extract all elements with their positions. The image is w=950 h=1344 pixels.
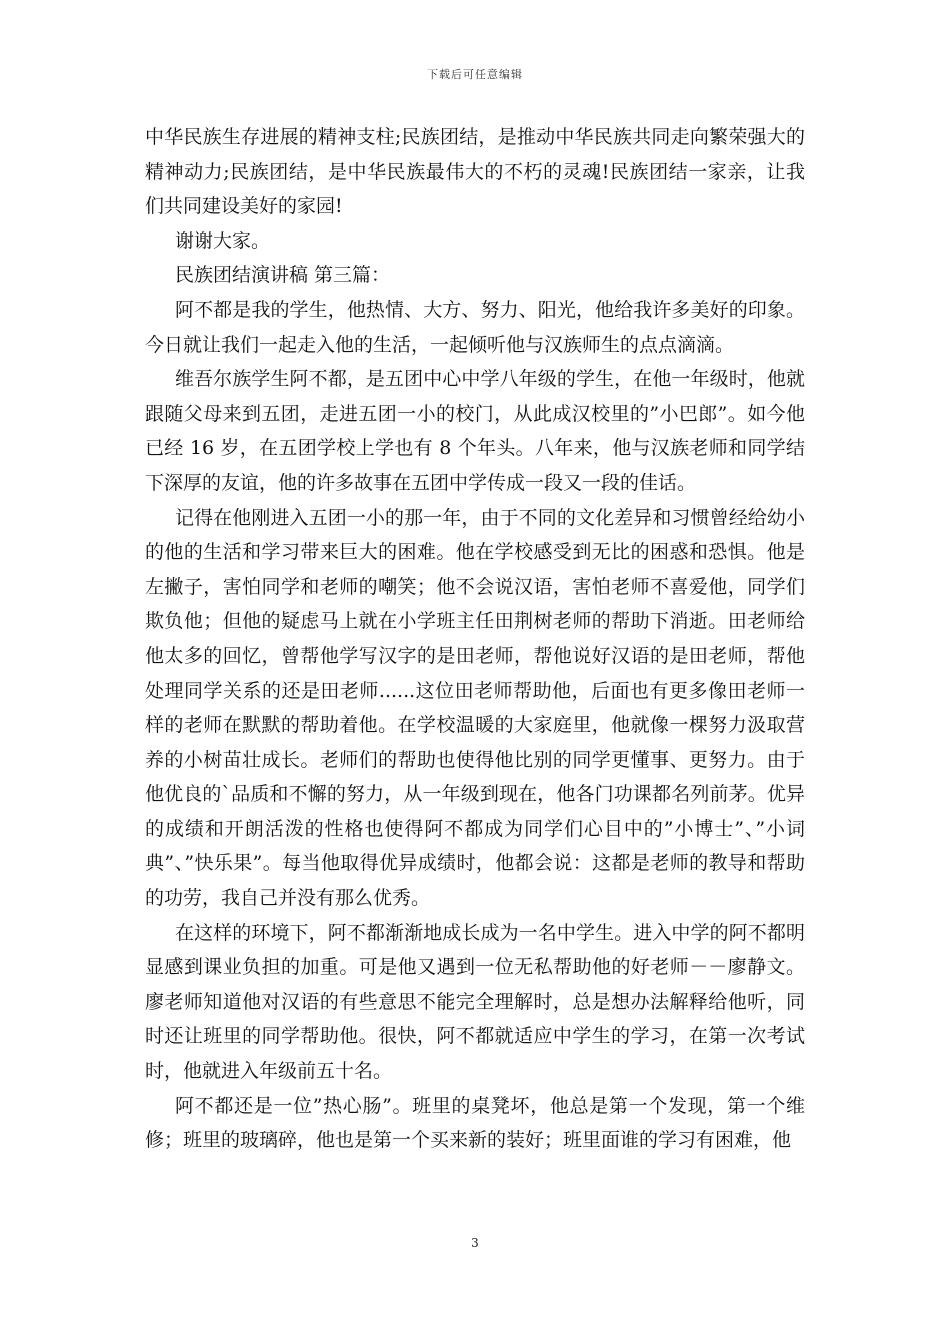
section-heading: 民族团结演讲稿 第三篇： — [175, 264, 391, 287]
paragraph: 阿不都还是一位”热心肠”。班里的桌凳坏，他总是第一个发现，第一个维修；班里的玻璃碎，他也是第一个买来新的装好；班里面谁的学习有困难，他 — [145, 1094, 805, 1152]
paragraph: 记得在他刚进入五团一小的那一年，由于不同的文化差异和习惯曾经给幼小的他的生活和学习带来巨大的困难。他在学校感受到无比的困惑和恐惧。他是左撇子，害怕同学和老师的嘲笑；他不会说汉语，害怕老师不喜爱他，同学们欺负他；但他的疑虑马上就在小学班主任田荆树老师的帮助下消逝。田老师给他太多的回忆，曾帮他学写汉字的是田老师，帮他说好汉语的是田老师，帮他处理同学关系的还是田老师......这位田老师帮助他，后面也有更多像田老师一样的老师在默默的帮助着他。在学校温暖的大家庭里，他就像一棵努力汲取营养的小树苗壮成长。老师们的帮助也使得他比别的同学更懂事、更努力。由于他优良的`品质和不懈的努力，从一年级到现在，他各门功课都名列前茅。优异的成绩和开朗活泼的性格也使得阿不都成为同学们心目中的”小博士”、”小词典”、”快乐果”。每当他取得优异成绩时，他都会说：这都是老师的教导和帮助的功劳，我自己并没有那么优秀。 — [145, 506, 805, 910]
page-number: 3 — [471, 1236, 479, 1250]
paragraph: 中华民族生存进展的精神支柱;民族团结，是推动中华民族共同走向繁荣强大的精神动力;民族团结，是中华民族最伟大的不朽的灵魂!民族团结一家亲，让我们共同建设美好的家园! — [145, 126, 805, 218]
page-header: 下载后可任意编辑 — [427, 68, 523, 81]
paragraph: 谢谢大家。 — [175, 229, 271, 252]
paragraph: 阿不都是我的学生，他热情、大方、努力、阳光，他给我许多美好的印象。今日就让我们一起走入他的生活，一起倾听他与汉族师生的点点滴滴。 — [145, 298, 805, 356]
paragraph: 在这样的环境下，阿不都渐渐地成长成为一名中学生。进入中学的阿不都明显感到课业负担的加重。可是他又遇到一位无私帮助他的好老师－－廖静文。廖老师知道他对汉语的有些意思不能完全理解时，总是想办法解释给他听，同时还让班里的同学帮助他。很快，阿不都就适应中学生的学习，在第一次考试时，他就进入年级前五十名。 — [145, 921, 805, 1083]
document-body — [145, 120, 805, 1158]
paragraph: 维吾尔族学生阿不都，是五团中心中学八年级的学生，在他一年级时，他就跟随父母来到五团，走进五团一小的校门，从此成汉校里的”小巴郎”。如今他已经 16 岁，在五团学校上学也有 8 个年头。八年来，他与汉族老师和同学结下深厚的友谊，他的许多故事在五团中学传成一段又一段的佳话。 — [145, 368, 805, 494]
